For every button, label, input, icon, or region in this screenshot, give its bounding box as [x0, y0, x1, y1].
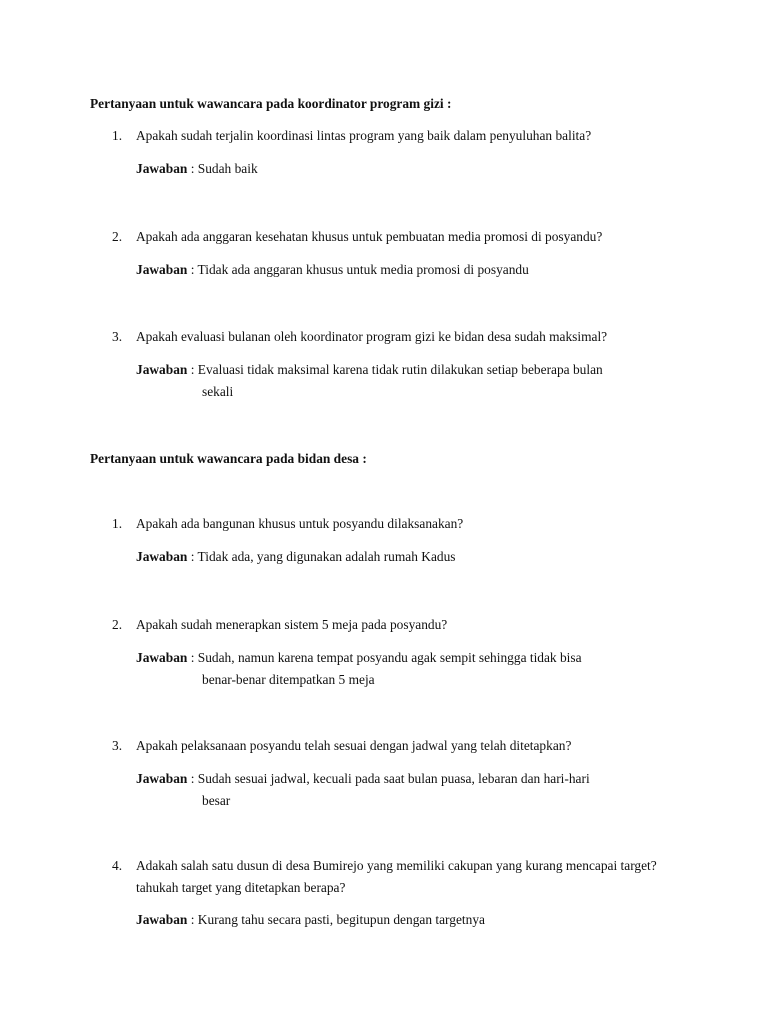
- answer-text: : Sudah baik: [187, 161, 258, 176]
- question-number: 1.: [112, 516, 123, 531]
- answer-continuation: besar: [202, 793, 231, 808]
- answer-block: [136, 546, 676, 568]
- question-text: Apakah pelaksanaan posyandu telah sesuai dengan jadwal yang telah ditetapkan?: [136, 738, 572, 753]
- answer-label: Jawaban: [136, 262, 188, 277]
- question-text: Apakah sudah terjalin koordinasi lintas program yang baik dalam penyuluhan balita?: [136, 128, 592, 143]
- answer-block: [136, 768, 676, 812]
- answer-text: : Tidak ada anggaran khusus untuk media promosi di posyandu: [187, 262, 529, 277]
- question-text: Apakah sudah menerapkan sistem 5 meja pada posyandu?: [136, 617, 448, 632]
- section-heading-bidan-desa: Pertanyaan untuk wawancara pada bidan desa :: [90, 451, 367, 466]
- question-number: 3.: [112, 738, 123, 753]
- answer-label: Jawaban: [136, 912, 188, 927]
- answer-label: Jawaban: [136, 771, 188, 786]
- answer-continuation: benar-benar ditempatkan 5 meja: [202, 672, 375, 687]
- answer-text: : Evaluasi tidak maksimal karena tidak rutin dilakukan setiap beberapa bulan: [187, 362, 603, 377]
- question-number: 3.: [112, 329, 123, 344]
- question-number: 2.: [112, 229, 123, 244]
- answer-block: [136, 909, 676, 931]
- answer-label: Jawaban: [136, 650, 188, 665]
- answer-block: [136, 359, 676, 403]
- answer-text: : Sudah sesuai jadwal, kecuali pada saat bulan puasa, lebaran dan hari-hari: [187, 771, 590, 786]
- question-number: 4.: [112, 858, 123, 873]
- question-text: Apakah ada anggaran kesehatan khusus untuk pembuatan media promosi di posyandu?: [136, 229, 603, 244]
- question-text: Apakah ada bangunan khusus untuk posyandu dilaksanakan?: [136, 516, 464, 531]
- question-number: 2.: [112, 617, 123, 632]
- answer-text: : Sudah, namun karena tempat posyandu agak sempit sehingga tidak bisa: [187, 650, 582, 665]
- answer-block: [136, 647, 676, 691]
- answer-text: : Kurang tahu secara pasti, begitupun dengan targetnya: [187, 912, 485, 927]
- answer-block: [136, 158, 676, 180]
- answer-continuation: sekali: [202, 384, 234, 399]
- answer-label: Jawaban: [136, 362, 188, 377]
- answer-label: Jawaban: [136, 161, 188, 176]
- answer-block: [136, 259, 676, 281]
- section-heading-koordinator: Pertanyaan untuk wawancara pada koordinator program gizi :: [90, 96, 452, 111]
- answer-label: Jawaban: [136, 549, 188, 564]
- question-number: 1.: [112, 128, 123, 143]
- question-text: Apakah evaluasi bulanan oleh koordinator program gizi ke bidan desa sudah maksimal?: [136, 329, 608, 344]
- answer-text: : Tidak ada, yang digunakan adalah rumah Kadus: [187, 549, 456, 564]
- question-text: Adakah salah satu dusun di desa Bumirejo yang memiliki cakupan yang kurang mencapai target?tahukah target yang ditetapkan berapa?: [136, 858, 657, 895]
